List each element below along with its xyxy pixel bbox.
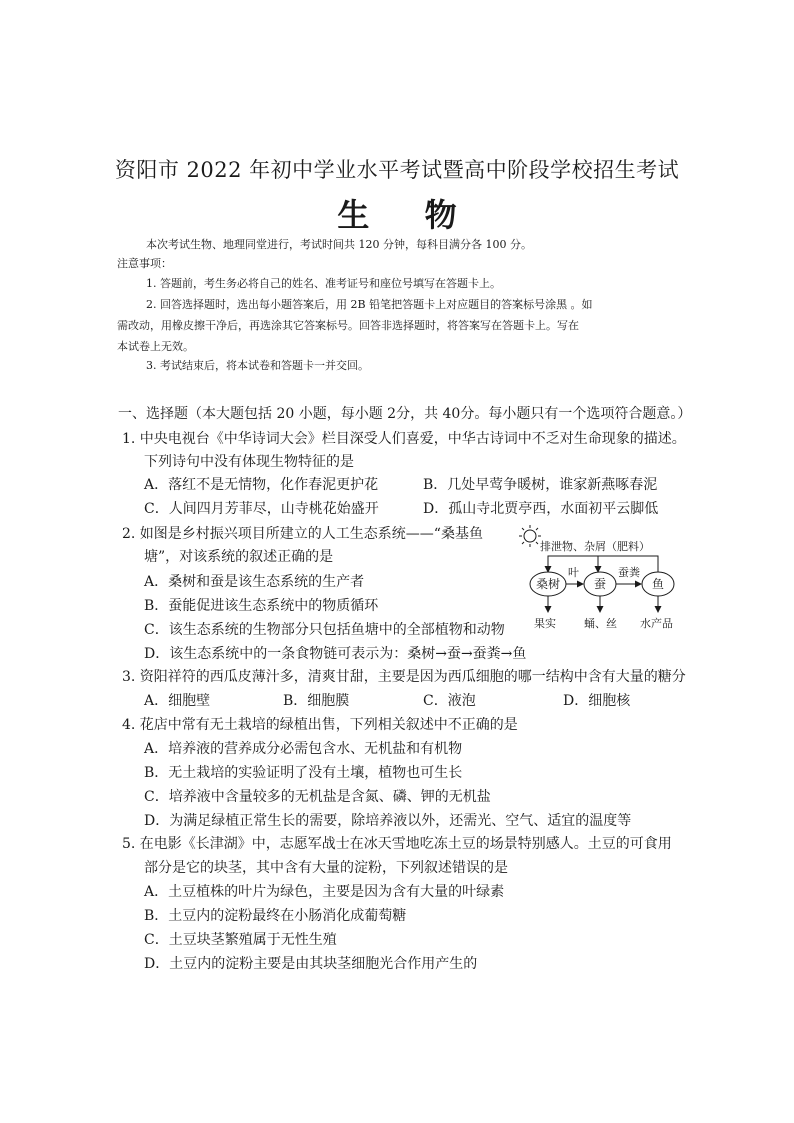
fertilizer-label: 排泄物、杂屑（肥料） [540, 540, 650, 553]
node-fish-label: 鱼 [652, 577, 665, 591]
q4-option-d: D．为满足绿植正常生长的需要，除培养液以外，还需光、空气、适宜的温度等 [144, 813, 632, 829]
q1-stem-line-2: 下列诗句中没有体现生物特征的是 [144, 454, 354, 470]
edge-feces-label: 蚕粪 [618, 566, 640, 579]
q4-option-c: C．培养液中含量较多的无机盐是含氮、磷、钾的无机盐 [144, 789, 491, 805]
exam-title: 资阳市 2022 年初中学业水平考试暨高中阶段学校招生考试 [114, 158, 680, 182]
q2-option-a: A．桑树和蚕是该生态系统的生产者 [144, 574, 365, 590]
q5-option-b: B．土豆内的淀粉最终在小肠消化成葡萄糖 [144, 908, 407, 924]
sun-icon [519, 525, 541, 547]
node-mulberry-label: 桑树 [536, 577, 561, 591]
q5-stem-line-1: 5. 在电影《长津湖》中，志愿军战士在冰天雪地吃冻土豆的场景特别感人。土豆的可食用 [122, 836, 672, 852]
q5-option-d: D．土豆内的淀粉主要是由其块茎细胞光合作用产生的 [144, 956, 478, 972]
q4-option-a: A．培养液的营养成分必需包含水、无机盐和有机物 [144, 741, 463, 757]
q2-option-c: C．该生态系统的生物部分只包括鱼塘中的全部植物和动物 [144, 622, 505, 638]
output-aquatic-label: 水产品 [640, 617, 673, 630]
q3-option-c: C．液泡 [423, 693, 476, 709]
q3-option-b: B．细胞膜 [283, 693, 350, 709]
q1-option-b: B．几处早莺争暖树，谁家新燕啄春泥 [423, 477, 658, 493]
instruction-item-2-line-1: 2. 回答选择题时，选出每小题答案后，用 2B 铅笔把答题卡上对应题目的答案标号涂黑 。如 [146, 298, 593, 311]
section-heading: 一、选择题（本大题包括 20 小题，每小题 2分，共 40分。每小题只有一个选项符合题意。） [118, 406, 692, 422]
q5-option-c: C．土豆块茎繁殖属于无性生殖 [144, 932, 337, 948]
instruction-item-1: 1. 答题前，考生务必将自己的姓名、准考证号和座位号填写在答题卡上。 [146, 277, 501, 290]
notice-label: 注意事项： [117, 257, 172, 270]
q2-stem-line-1: 2. 如图是乡村振兴项目所建立的人工生态系统——“桑基鱼 [122, 526, 483, 542]
q1-stem-line-1: 1. 中央电视台《中华诗词大会》栏目深受人们喜爱，中华古诗词中不乏对生命现象的描述。 [122, 431, 686, 447]
instruction-item-2-line-2: 需改动，用橡皮擦干净后，再选涂其它答案标号。回答非选择题时，将答案写在答题卡上。写在 [117, 319, 579, 332]
q2-option-b: B．蚕能促进该生态系统中的物质循环 [144, 598, 379, 614]
subject-title: 生 物 [337, 196, 479, 234]
q4-stem-line-1: 4. 花店中常有无土栽培的绿植出售，下列相关叙述中不正确的是 [122, 717, 518, 733]
q4-option-b: B．无土栽培的实验证明了没有土壤，植物也可生长 [144, 765, 463, 781]
q5-option-a: A．土豆植株的叶片为绿色，主要是因为含有大量的叶绿素 [144, 884, 505, 900]
instruction-item-2-line-3: 本试卷上无效。 [117, 340, 194, 353]
ecosystem-diagram [512, 520, 687, 638]
q3-stem-line-1: 3. 资阳祥符的西瓜皮薄汁多，清爽甘甜，主要是因为西瓜细胞的哪一结构中含有大量的糖分 [122, 669, 686, 685]
feedback-arrow [548, 556, 658, 572]
node-silkworm-label: 蚕 [594, 577, 607, 591]
q2-option-d: D．该生态系统中的一条食物链可表示为：桑树→蚕→蚕粪→鱼 [144, 646, 527, 662]
q1-option-d: D．孤山寺北贾亭西，水面初平云脚低 [423, 501, 659, 517]
q5-stem-line-2: 部分是它的块茎，其中含有大量的淀粉，下列叙述错误的是 [144, 860, 508, 876]
q3-option-d: D．细胞核 [563, 693, 631, 709]
instruction-intro: 本次考试生物、地理同堂进行，考试时间共 120 分钟，每科目满分各 100 分。 [146, 238, 532, 251]
instruction-item-3: 3. 考试结束后，将本试卷和答题卡一并交回。 [146, 359, 369, 372]
q1-option-c: C．人间四月芳菲尽，山寺桃花始盛开 [144, 501, 379, 517]
q3-option-a: A．细胞壁 [144, 693, 211, 709]
edge-leaf-label: 叶 [568, 566, 579, 579]
q2-stem-line-2: 塘”，对该系统的叙述正确的是 [144, 549, 334, 565]
output-silk-label: 蛹、丝 [584, 617, 617, 630]
q1-option-a: A．落红不是无情物，化作春泥更护花 [144, 477, 379, 493]
output-fruit-label: 果实 [534, 617, 556, 630]
